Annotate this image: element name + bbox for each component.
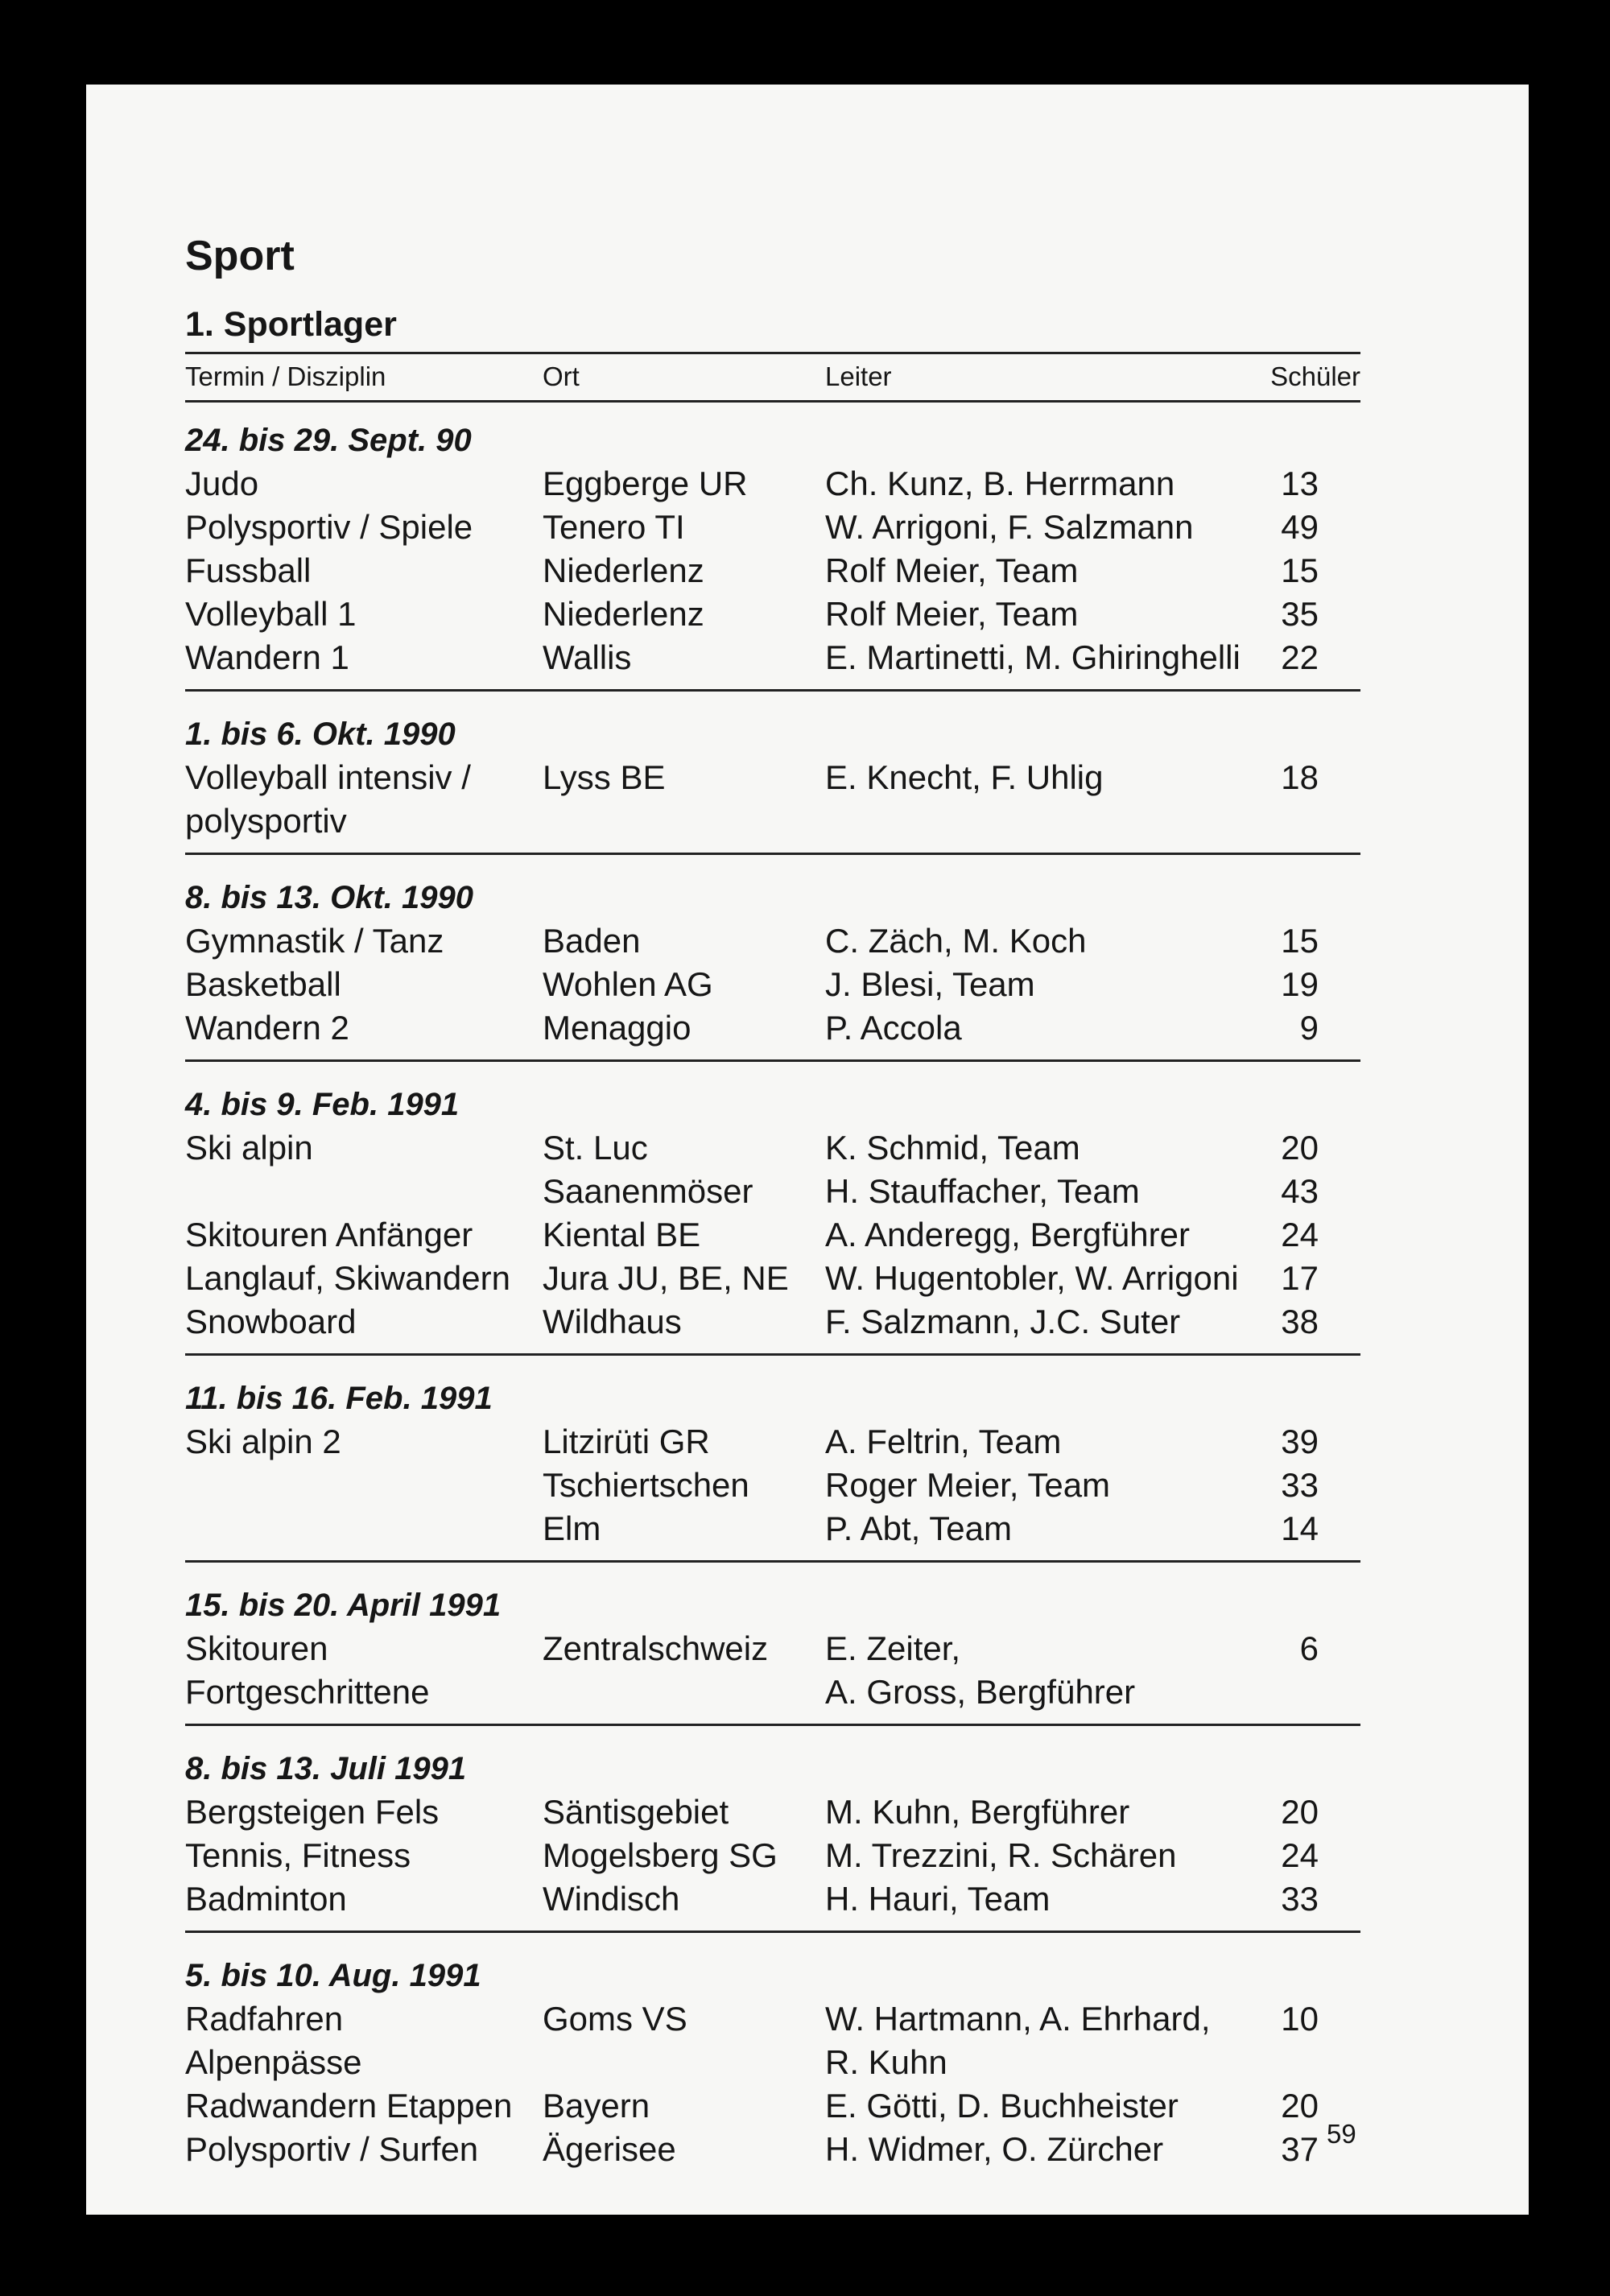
cell-discipline: Snowboard	[185, 1303, 357, 1340]
cell-leader: E. Martinetti, M. Ghiringhelli	[825, 638, 1241, 676]
cell-place: Mogelsberg SG	[543, 1836, 778, 1874]
cell-discipline: Bergsteigen Fels	[185, 1793, 440, 1831]
cell-discipline: Alpenpässe	[185, 2043, 362, 2081]
section-date: 8. bis 13. Juli 1991	[185, 1751, 467, 1786]
cell-place: Tenero TI	[543, 508, 685, 546]
schedule-section	[185, 876, 1360, 1062]
section-title: 1. Sportlager	[185, 305, 397, 344]
cell-leader: W. Hartmann, A. Ehrhard,	[825, 2000, 1211, 2038]
cell-discipline: Ski alpin	[185, 1129, 313, 1167]
cell-leader: M. Trezzini, R. Schären	[825, 1836, 1177, 1874]
cell-place: Zentralschweiz	[543, 1629, 769, 1667]
cell-students: 20	[1281, 1129, 1319, 1167]
cell-students: 10	[1281, 2000, 1319, 2038]
cell-students: 17	[1281, 1259, 1319, 1297]
cell-students: 24	[1281, 1216, 1319, 1253]
cell-leader: A. Feltrin, Team	[825, 1423, 1062, 1460]
section-date: 24. bis 29. Sept. 90	[185, 423, 472, 458]
table-row	[185, 756, 1360, 799]
cell-place: Jura JU, BE, NE	[543, 1259, 789, 1297]
cell-leader: H. Widmer, O. Zürcher	[825, 2130, 1164, 2168]
cell-students: 49	[1281, 508, 1319, 546]
section-date: 5. bis 10. Aug. 1991	[185, 1958, 481, 1993]
section-date: 4. bis 9. Feb. 1991	[185, 1087, 460, 1122]
schedule-section	[185, 1584, 1360, 1726]
cell-students: 15	[1281, 922, 1319, 960]
table-header	[185, 361, 1360, 393]
cell-place: Elm	[543, 1509, 601, 1547]
cell-leader: M. Kuhn, Bergführer	[825, 1793, 1130, 1831]
header-rule-bottom	[185, 400, 1360, 403]
cell-place: Bayern	[543, 2087, 650, 2125]
table-row	[185, 1006, 1360, 1050]
section-date: 15. bis 20. April 1991	[185, 1588, 502, 1623]
header-discipline: Termin / Disziplin	[185, 361, 386, 391]
schedule-section	[185, 1377, 1360, 1563]
cell-students: 15	[1281, 551, 1319, 589]
table-row	[185, 1507, 1360, 1551]
cell-students: 38	[1281, 1303, 1319, 1340]
table-row	[185, 2041, 1360, 2084]
cell-students: 9	[1299, 1009, 1319, 1047]
schedule-section	[185, 1954, 1360, 2181]
table-row	[185, 1126, 1360, 1170]
cell-leader: K. Schmid, Team	[825, 1129, 1080, 1167]
header-place: Ort	[543, 361, 580, 391]
cell-students: 13	[1281, 465, 1319, 502]
cell-leader: E. Zeiter,	[825, 1629, 961, 1667]
cell-leader: E. Götti, D. Buchheister	[825, 2087, 1179, 2125]
table-row	[185, 462, 1360, 506]
table-row	[185, 636, 1360, 679]
cell-leader: H. Stauffacher, Team	[825, 1172, 1140, 1210]
cell-discipline: Skitouren	[185, 1629, 328, 1667]
cell-place: Windisch	[543, 1880, 680, 1918]
cell-leader: W. Hugentobler, W. Arrigoni	[825, 1259, 1239, 1297]
table-row	[185, 919, 1360, 963]
cell-leader: P. Abt, Team	[825, 1509, 1012, 1547]
cell-place: Kiental BE	[543, 1216, 701, 1253]
table-row	[185, 963, 1360, 1006]
page-number: 59	[1327, 2119, 1356, 2149]
table-row	[185, 1670, 1360, 1714]
table-row	[185, 1213, 1360, 1257]
cell-discipline: Skitouren Anfänger	[185, 1216, 473, 1253]
cell-students: 18	[1281, 758, 1319, 796]
schedule-section	[185, 712, 1360, 855]
cell-leader: J. Blesi, Team	[825, 965, 1035, 1003]
section-date: 1. bis 6. Okt. 1990	[185, 716, 456, 752]
cell-place: Tschiertschen	[543, 1466, 749, 1504]
header-leader: Leiter	[825, 361, 892, 391]
cell-students: 43	[1281, 1172, 1319, 1210]
table-row	[185, 1420, 1360, 1464]
cell-leader: Ch. Kunz, B. Herrmann	[825, 465, 1175, 502]
table-row	[185, 799, 1360, 843]
table-row	[185, 1790, 1360, 1834]
cell-leader: A. Gross, Bergführer	[825, 1673, 1136, 1711]
header-students: Schüler	[1270, 361, 1360, 391]
table-row	[185, 1627, 1360, 1670]
cell-discipline: Polysportiv / Surfen	[185, 2130, 479, 2168]
cell-discipline: Fortgeschrittene	[185, 1673, 430, 1711]
cell-students: 39	[1281, 1423, 1319, 1460]
cell-discipline: Tennis, Fitness	[185, 1836, 411, 1874]
table-row	[185, 1257, 1360, 1300]
cell-leader: E. Knecht, F. Uhlig	[825, 758, 1104, 796]
cell-students: 20	[1281, 1793, 1319, 1831]
cell-leader: F. Salzmann, J.C. Suter	[825, 1303, 1181, 1340]
cell-students: 6	[1299, 1629, 1319, 1667]
cell-discipline: Volleyball 1	[185, 595, 357, 633]
cell-place: Wildhaus	[543, 1303, 682, 1340]
table-row	[185, 1300, 1360, 1344]
cell-discipline: Radwandern Etappen	[185, 2087, 513, 2125]
section-date: 8. bis 13. Okt. 1990	[185, 880, 473, 915]
cell-discipline: Ski alpin 2	[185, 1423, 341, 1460]
section-date: 11. bis 16. Feb. 1991	[185, 1381, 493, 1416]
cell-discipline: Langlauf, Skiwandern	[185, 1259, 510, 1297]
table-row	[185, 1464, 1360, 1507]
cell-discipline: Badminton	[185, 1880, 347, 1918]
cell-leader: H. Hauri, Team	[825, 1880, 1051, 1918]
cell-leader: C. Zäch, M. Koch	[825, 922, 1087, 960]
header-rule-top	[185, 352, 1360, 354]
table-row	[185, 2084, 1360, 2128]
cell-place: Litzirüti GR	[543, 1423, 710, 1460]
cell-place: Wallis	[543, 638, 632, 676]
table-row	[185, 1877, 1360, 1921]
cell-discipline: polysportiv	[185, 802, 347, 840]
cell-place: Menaggio	[543, 1009, 691, 1047]
cell-discipline: Volleyball intensiv /	[185, 758, 471, 796]
cell-discipline: Gymnastik / Tanz	[185, 922, 444, 960]
cell-place: Lyss BE	[543, 758, 666, 796]
table-row	[185, 2128, 1360, 2171]
cell-place: St. Luc	[543, 1129, 648, 1167]
cell-discipline: Basketball	[185, 965, 341, 1003]
sport-camp-table	[185, 419, 1360, 2202]
cell-students: 22	[1281, 638, 1319, 676]
cell-place: Baden	[543, 922, 641, 960]
cell-place: Säntisgebiet	[543, 1793, 729, 1831]
cell-discipline: Radfahren	[185, 2000, 344, 2038]
cell-students: 24	[1281, 1836, 1319, 1874]
cell-students: 33	[1281, 1466, 1319, 1504]
cell-discipline: Judo	[185, 465, 259, 502]
schedule-section	[185, 1747, 1360, 1933]
table-row	[185, 549, 1360, 593]
cell-place: Ägerisee	[543, 2130, 676, 2168]
table-row	[185, 593, 1360, 636]
cell-students: 14	[1281, 1509, 1319, 1547]
cell-place: Niederlenz	[543, 551, 704, 589]
cell-place: Goms VS	[543, 2000, 687, 2038]
cell-students: 20	[1281, 2087, 1319, 2125]
cell-leader: A. Anderegg, Bergführer	[825, 1216, 1190, 1253]
table-row	[185, 506, 1360, 549]
cell-place: Wohlen AG	[543, 965, 713, 1003]
cell-students: 37	[1281, 2130, 1319, 2168]
cell-leader: P. Accola	[825, 1009, 962, 1047]
cell-leader: Roger Meier, Team	[825, 1466, 1111, 1504]
cell-leader: R. Kuhn	[825, 2043, 947, 2081]
cell-leader: W. Arrigoni, F. Salzmann	[825, 508, 1194, 546]
cell-students: 35	[1281, 595, 1319, 633]
cell-place: Saanenmöser	[543, 1172, 753, 1210]
schedule-section	[185, 419, 1360, 692]
table-row	[185, 1997, 1360, 2041]
cell-discipline: Wandern 2	[185, 1009, 349, 1047]
cell-leader: Rolf Meier, Team	[825, 595, 1079, 633]
cell-place: Eggberge UR	[543, 465, 748, 502]
page-title: Sport	[185, 233, 295, 279]
cell-discipline: Fussball	[185, 551, 312, 589]
schedule-section	[185, 1083, 1360, 1356]
cell-discipline: Wandern 1	[185, 638, 349, 676]
cell-discipline: Polysportiv / Spiele	[185, 508, 473, 546]
table-row	[185, 1834, 1360, 1877]
cell-students: 19	[1281, 965, 1319, 1003]
cell-place: Niederlenz	[543, 595, 704, 633]
cell-leader: Rolf Meier, Team	[825, 551, 1079, 589]
table-row	[185, 1170, 1360, 1213]
cell-students: 33	[1281, 1880, 1319, 1918]
